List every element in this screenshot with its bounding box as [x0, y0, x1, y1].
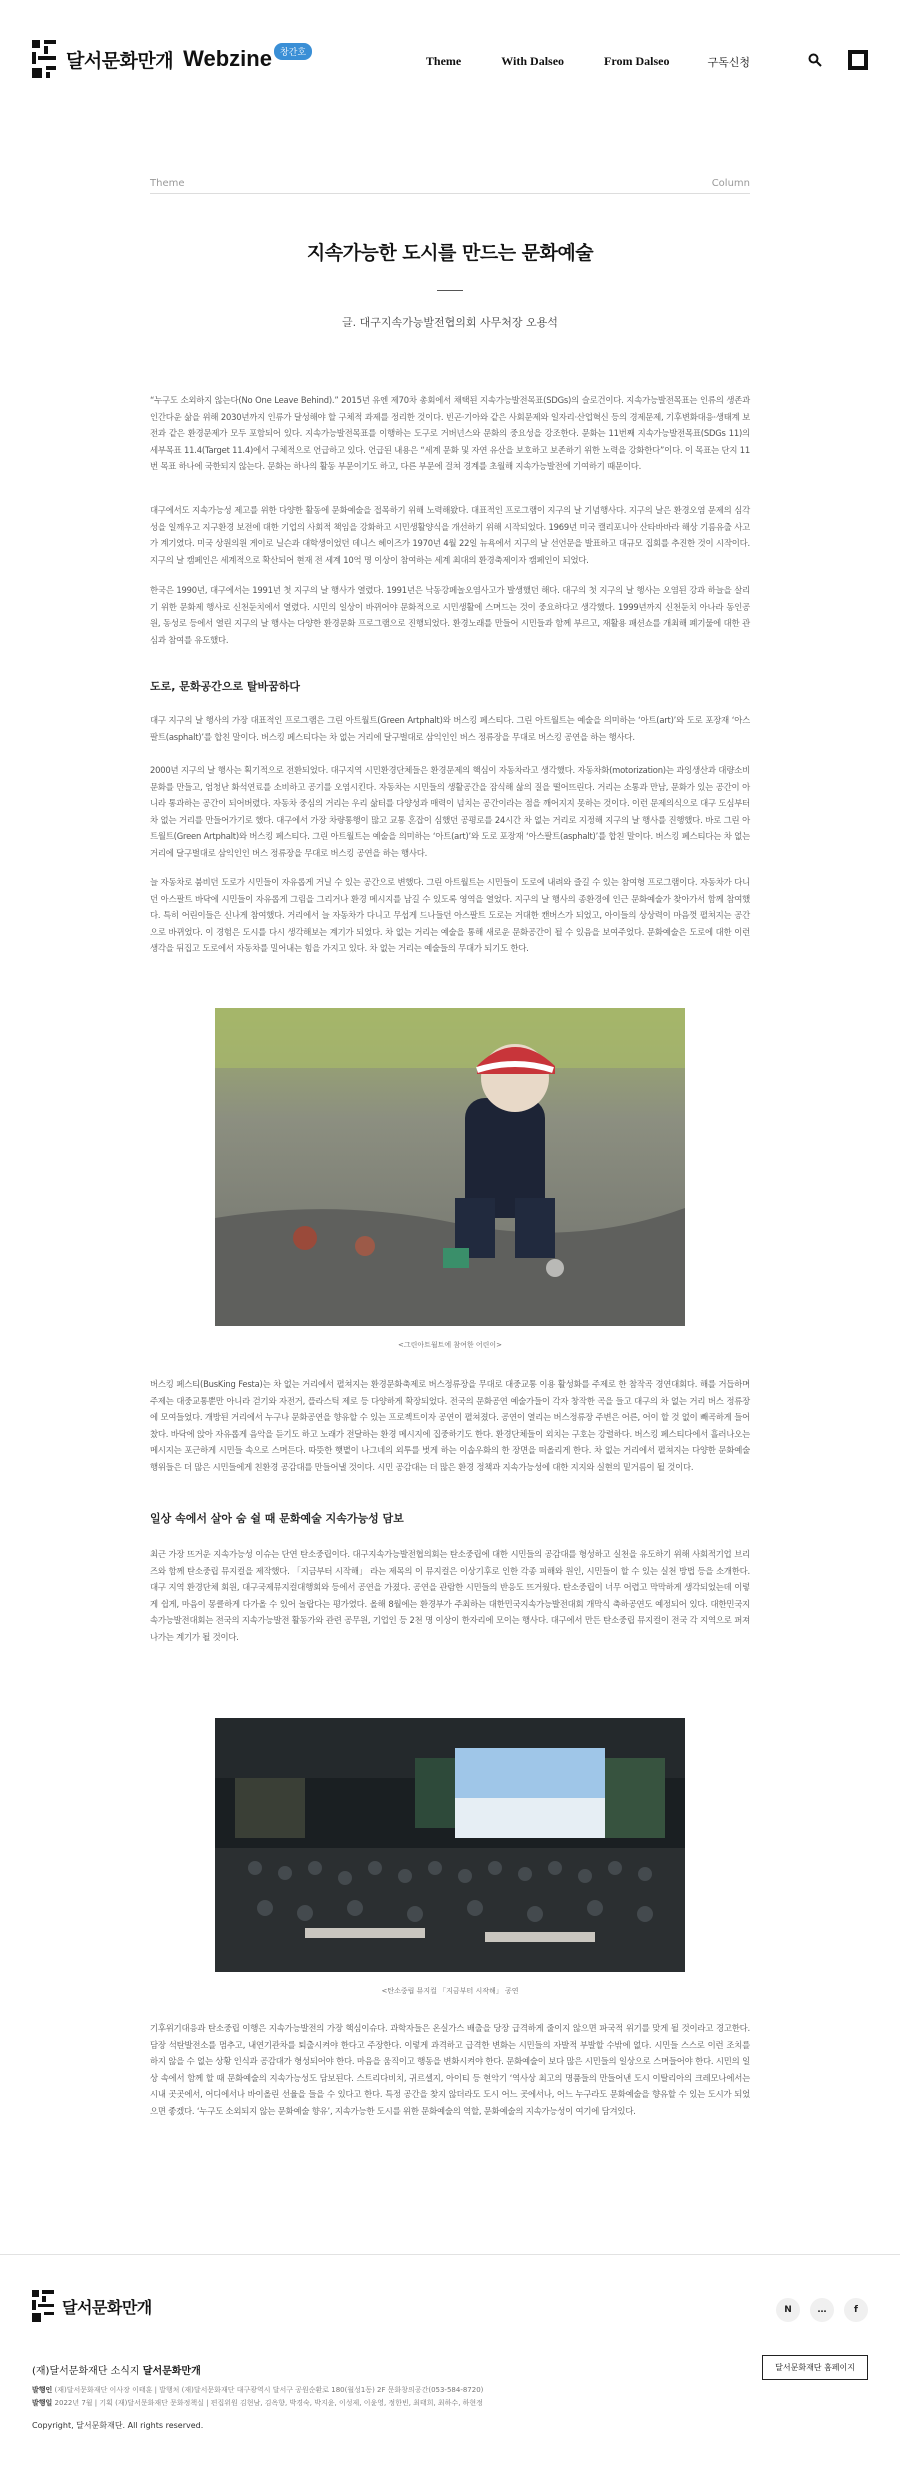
copyright: Copyright, 달서문화재단. All rights reserved. [32, 2421, 204, 2430]
footer-line2-text: 2022년 7월 | 기획 (재)달서문화재단 문화정책실 | 편집위원 김현남, 김옥향, 박경숙, 박지윤, 이성제, 이윤영, 정한빈, 최태희, 최하수, 하현정 [54, 2399, 483, 2407]
foundation-homepage-button[interactable]: 달서문화재단 홈페이지 [762, 2355, 868, 2380]
search-icon[interactable] [808, 53, 822, 67]
footer-line1-text: (재)달서문화재단 이사장 이태훈 | 발행처 (재)달서문화재단 대구광역시 달서구 공원순환로 180(월성1동) 2F 문화창의공간(053-584-8720) [54, 2386, 484, 2394]
footer-org-prefix: (재)달서문화재단 소식지 [32, 2366, 140, 2377]
chat-icon[interactable]: … [810, 2298, 834, 2322]
figure-caption-2: <탄소중립 뮤지컬 「지금부터 시작해」 공연 [381, 1987, 519, 1995]
footer-line1-label: 발행인 [32, 2386, 53, 2394]
main-nav [386, 54, 750, 70]
paragraph-6: 늘 자동차로 붐비던 도로가 시민들이 자유롭게 거닐 수 있는 공간으로 변했다. 그린 아트월트는 시민들이 도로에 내려와 즐길 수 있는 참여형 프로그램이다. 자동차가 다니던 아스팔트 바닥에 시민들이 자유롭게 그림을 그리거나 환경 메시지를 남길 수 있도록 영역을 열었다. 지구의 날 행사의 종환경에 인근 문화예술가 찾아가서 함께 참여했다. 특히 어린이들은 신나게 참여했다. 거리에서 늘 자동차가 다니고 무섭게 드나들던 아스팔트 도로는 거대한 캔버스가 되었고, 아이들의 상상력이 마음껏 펼쳐지는 공간으로 바뀌었다. 이 경험은 도시를 다시 생각해보는 계기가 되었다. 차 없는 거리는 예술을 통해 새로운 문화공간이 될 수 있음을 보여주었다. 문화예술은 도로에 대한 이런 생각을 뒤집고 도로에서 자동차를 밀어내는 힘을 가지고 있다. 차 없는 거리는 예술들의 무대가 되기도 한다. [150, 877, 750, 953]
child-chalk-drawing-photo [215, 1008, 685, 1326]
footer-publisher-line [32, 2385, 483, 2395]
breadcrumb [150, 178, 750, 194]
article-title: 지속가능한 도시를 만드는 문화예술 [306, 242, 594, 264]
naver-blog-icon[interactable]: N [776, 2298, 800, 2322]
paragraph-8: 최근 가장 뜨거운 지속가능성 이슈는 단연 탄소중립이다. 대구지속가능발전협의회는 탄소중립에 대한 시민들의 공감대를 형성하고 실천을 유도하기 위해 사회적기업 브리즈와 함께 탄소중립 뮤지컬을 제작했다. 「지금부터 시작해」 라는 제목의 이 뮤지컬은 이상기후로 인한 각종 피해와 원인, 시민들이 할 수 있는 실천 방법 등을 소개한다. 대구 지역 환경단체 회원, 대구국제뮤지컬대행회와 등에서 공연을 가졌다. 공연을 관람한 시민들의 반응도 뜨거웠다. 탄소중립이 너무 어렵고 막막하게 생각되었는데 이렇게 쉽게, 마음이 몽클하게 다가올 수 있어 놀랍다는 평가였다. 올해 8월에는 환경부가 주최하는 대한민국지속가능발전대회 개막식 축하공연도 예정되어 있다. 대한민국지속가능발전대회는 전국의 지속가능발전 활동가와 관련 공무원, 기업인 등 2천 명 이상이 한자리에 모이는 행사다. 대구에서 만든 탄소중립 뮤지컬이 전국 각 지역으로 퍼져나가는 계기가 될 것이다. [150, 1549, 750, 1642]
facebook-icon[interactable]: f [844, 2298, 868, 2322]
paragraph-3: 한국은 1990년, 대구에서는 1991년 첫 지구의 날 행사가 열렸다. 1991년은 낙동강페놀오염사고가 발생했던 해다. 대구의 첫 지구의 날 행사는 오염된 강과 하늘을 살리기 위한 문화제 행사로 신천둔치에서 열렸다. 시민의 일상이 바뀌어야 문화적으로 시민생활에 스며드는 것이 중요하다고 생각했다. 1999년까지 신천둔치 아나라 동인공원, 동성로 등에서 열린 지구의 날 행사는 다양한 환경문화 프로그램으로 진행되었다. 환경노래를 만들어 시민들과 함께 부르고, 재활용 패션쇼를 개최해 폐기물에 대한 관심과 참여를 유도했다. [150, 585, 750, 645]
logo-webzine: Webzine [183, 46, 272, 71]
figure-caption-1: <그린아트월트에 참여한 어린이> [397, 1341, 503, 1349]
paragraph-4: 대구 지구의 날 행사의 가장 대표적인 프로그램은 그린 아트월트(Green Artphalt)와 버스킹 페스티다. 그린 아트월트는 예술을 의미하는 ‘아트(art)’와 도로 포장재 ‘아스팔트(asphalt)’를 합친 말이다. 버스킹 페스티다는 차 없는 거리에 달구벌대로 삼익인인 버스 정류장을 무대로 버스킹 공연을 하는 행사다. [150, 715, 750, 742]
site-header [0, 0, 900, 120]
nav-subscribe[interactable]: 구독신청 [707, 56, 750, 69]
nav-from-dalseo[interactable]: From Dalseo [604, 54, 670, 68]
footer-divider [0, 2254, 900, 2255]
article-byline: 글. 대구지속가능발전협의회 사무처장 오용석 [342, 316, 558, 329]
footer-line2-label: 발행일 [32, 2399, 53, 2407]
breadcrumb-category[interactable]: Theme [150, 178, 185, 189]
footer-org [32, 2362, 201, 2377]
footer-logo[interactable] [32, 2290, 152, 2322]
logo-text: 달서문화만개 [66, 49, 174, 72]
paragraph-2: 대구에서도 지속가능성 제고를 위한 다양한 활동에 문화예술을 접목하기 위해 노력해왔다. 대표적인 프로그램이 지구의 날 기념행사다. 지구의 날은 환경오염 문제의 심각성을 일깨우고 지구환경 보전에 대한 기업의 사회적 책임을 강화하고 시민생활양식을 개선하기 위해 시작되었다. 1969년 미국 캘리포니아 산타바바라 해상 기름유출 사고가 계기였다. 미국 상원의원 게이로 닐슨과 대학생이었던 데니스 헤이즈가 1970년 4월 22일 뉴욕에서 지구의 날 선언문을 발표하고 대규모 집회를 추진한 것이 시작이다. 지구의 날 캠페인은 세계적으로 확산되어 현재 전 세계 10억 명 이상이 참여하는 세계 최대의 환경축제이자 캠페인이 되었다. [150, 505, 750, 565]
paragraph-5: 2000년 지구의 날 행사는 획기적으로 전환되었다. 대구지역 시민환경단체들은 환경문제의 핵심이 자동차라고 생각했다. 자동차화(motorization)는 과잉생산과 대량소비문화를 만들고, 엄청난 화석연료를 소비하고 공기를 오염시킨다. 자동차는 시민들의 생활공간을 잠식해 삶의 질을 떨어뜨린다. 거리는 소통과 만남, 문화가 있는 공간이 아니라 통과하는 공간이 되어버렸다. 자동차 중심의 거리는 우리 삶터를 다양성과 매력이 넘치는 공간이라는 점을 깨어지지 못하는 것이다. 이런 문제의식으로 대구 도심부터 차 없는 거리를 만들어가기로 했다. 대구에서 가장 차량통행이 많고 교통 혼잡이 심했던 공평로를 24시간 차 없는 거리로 지정해 지구의 날 행사를 진행했다. 바로 그린 아트월트(Green Artphalt)와 버스킹 페스티다. 그린 아트월트는 예술을 의미하는 ‘아트(art)’와 도로 포장재 ‘아스팔트(asphalt)’를 합친 말이다. 버스킹 페스티다는 차 없는 거리에 달구벌대로 삼익인인 버스 정류장을 무대로 버스킹 공연을 하는 행사다. [150, 765, 750, 858]
site-logo[interactable] [32, 40, 312, 78]
footer-org-name: 달서문화만개 [142, 2366, 201, 2377]
figure-carbon-musical [215, 1718, 685, 1996]
nav-theme[interactable]: Theme [425, 54, 462, 68]
menu-icon[interactable] [848, 50, 868, 70]
logo-mark-icon [32, 40, 58, 78]
footer-logo-text: 달서문화만개 [62, 2297, 152, 2317]
social-links [776, 2298, 868, 2322]
nav-with-dalseo[interactable]: With Dalseo [501, 54, 565, 68]
issue-badge: 창간호 [274, 43, 312, 60]
section-heading-everyday: 일상 속에서 살아 숨 쉴 때 문화예술 지속가능성 담보 [150, 1512, 404, 1525]
footer-issue-line [32, 2398, 483, 2408]
musical-performance-photo [215, 1718, 685, 1972]
paragraph-1: “누구도 소외하지 않는다(No One Leave Behind).” 2015년 유엔 제70차 총회에서 채택된 지속가능발전목표(SDGs)의 슬로건이다. 지속가능발전목표는 인류의 생존과 인간다운 삶을 위해 2030년까지 인류가 달성해야 할 구체적 과제를 정리한 것이다. 빈곤·기아와 같은 사회문제와 일자리·산업혁신 등의 경제문제, 기후변화대응·생태계 보전과 같은 환경문제가 모두 포함되어 있다. 지속가능발전목표를 이행하는 도구로 거버넌스와 문화의 중요성을 강조한다. 문화는 11번째 지속가능발전목표(SDGs 11)의 세부목표 11.4(Target 11.4)에서 구체적으로 언급하고 있다. 언급된 내용은 “세계 문화 및 자연 유산을 보호하고 보존하기 위한 노력을 강화한다”이다. 이 목표는 단지 11번 목표 하나에 국한되지 않는다. 문화는 하나의 활동 부문이기도 하고, 다른 부문에 걸쳐 경계를 초월해 지속가능발전에 기여하기 때문이다. [150, 395, 750, 471]
figure-green-artphalt [215, 1008, 685, 1350]
paragraph-7: 버스킹 페스티(BusKing Festa)는 차 없는 거리에서 펼쳐지는 환경문화축제로 버스정류장을 무대로 대중교통 이용 활성화를 주제로 한 참작곡 경연대회다. 해를 거듭하며 주제는 대중교통뿐만 아니라 걷기와 자전거, 플라스틱 제로 등 다양하게 확장되었다. 전국의 문화공연 예술가들이 각자 창작한 곡을 들고 대구의 차 없는 거리 버스 정류장에 모여들었다. 개방된 거리에서 누구나 문화공연을 향유할 수 있는 프로젝트이자 공연이 펼쳐졌다. 공연이 열리는 버스정류장 주변은 어른, 어이 할 것 없이 빼곡하게 들어찼다. 바닥에 앉아 자유롭게 음악을 듣기도 하고 노래가 전달하는 환경 메시지에 집중하기도 한다. 환경단체들이 외치는 구호는 강렬하다. 버스킹 페스티다에서 흘러나오는 메시지는 포근하게 시민들 속으로 스며든다. 따뜻한 햇볕이 나그네의 외투를 벗게 하는 이솝우화의 한 장면을 떠올리게 한다. 차 없는 거리에서 펼쳐지는 다양한 문화예술 행위들은 더 많은 시민들에게 친환경 공감대를 만들어낼 것이다. 시민 공감대는 더 많은 환경 정책과 지속가능성에 대한 지지와 실현의 밑거름이 될 것이다. [150, 1379, 750, 1472]
paragraph-9: 기후위기대응과 탄소중립 이행은 지속가능발전의 가장 핵심이슈다. 과학자들은 온실가스 배출을 당장 급격하게 줄이지 않으면 파국적 위기를 맞게 될 것이라고 경고한다. 담장 석탄발전소를 멈추고, 내연기관차를 퇴출시켜야 한다고 주장한다. 이렇게 과격하고 급격한 변화는 시민들의 자발적 부발할 수밖에 없다. 시민들 스스로 이런 조치를 하지 않을 수 없는 상황 인식과 공감대가 형성되어야 한다. 마음을 움직이고 행동을 변화시켜야 한다. 문화예술이 보다 많은 시민들의 일상으로 스며들어야 한다. 시민의 일상 속에서 함께 할 때 문화예술의 지속가능성도 담보된다. 스트리다비치, 귀르셀지, 아이티 등 현악기 ‘역사상 최고의 명품들의 만들어낸 도시 이탈리아의 크레모나에서는 시내 곳곳에서, 어디에서나 바이올린 선율을 들을 수 있다고 한다. 특정 공간을 찾지 않더라도 도시 어느 곳에서나, 어느 누구라도 문화예술을 향유할 수 있는 도시가 되었으면 좋겠다. ‘누구도 소외되지 않는 문화예술 향유’, 지속가능한 도시를 위한 문화예술의 역할, 문화예술의 지속가능성이 여기에 담겨있다. [150, 2023, 750, 2116]
breadcrumb-section[interactable]: Column [711, 178, 750, 189]
footer-logo-mark-icon [32, 2290, 54, 2322]
title-divider [437, 290, 463, 291]
section-heading-road: 도로, 문화공간으로 탈바꿈하다 [150, 680, 300, 693]
